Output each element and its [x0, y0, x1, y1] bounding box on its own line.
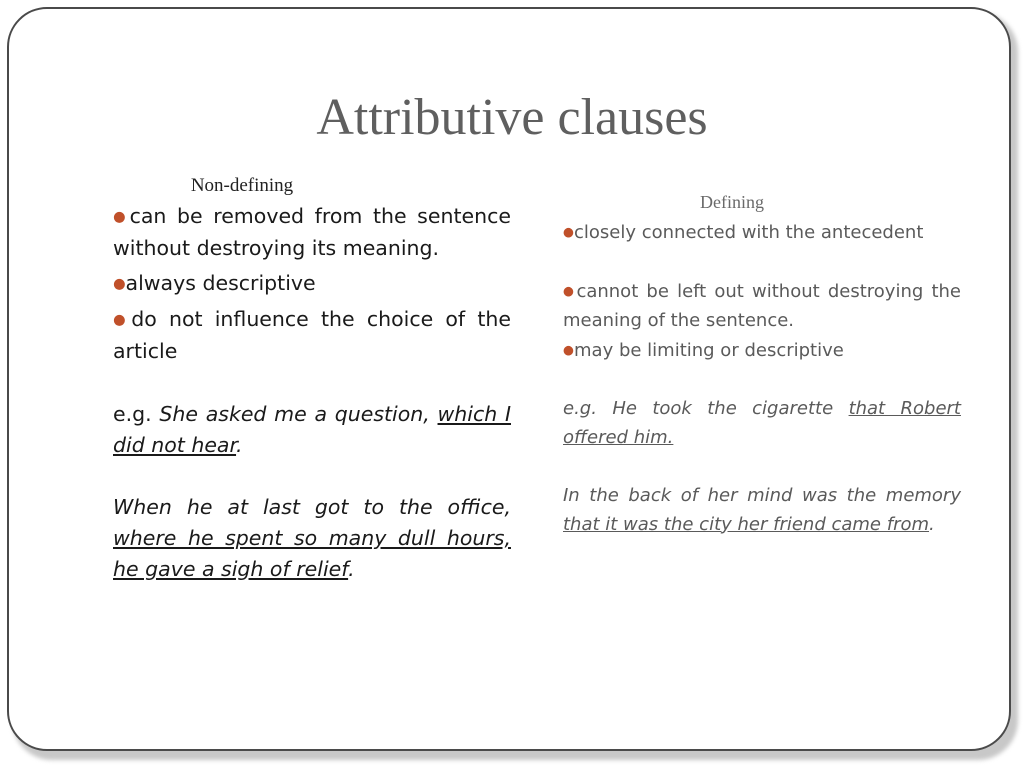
defining-bullet-2 [563, 276, 961, 335]
bullet-dot-icon: ● [563, 341, 574, 357]
bullet-dot-icon: ● [113, 208, 130, 225]
example-underlined-clause: that it was the city her friend came from [563, 513, 930, 535]
bullet-text: do not influence the choice of the article [113, 306, 511, 363]
example-text: e.g. He took the cigarette [563, 397, 849, 419]
defining-example-1 [563, 394, 961, 452]
defining-heading: Defining [700, 192, 764, 212]
spacer [563, 365, 961, 394]
non-defining-column [113, 170, 511, 585]
example-end: . [929, 513, 935, 535]
example-text: She asked me a question, [159, 401, 438, 426]
defining-bullet-1 [563, 217, 961, 247]
spacer [113, 371, 511, 399]
example-underlined-clause: where he spent so many dull hours, he gave a sigh of relief [113, 525, 511, 581]
spacer [563, 452, 961, 481]
non-defining-heading: Non-defining [190, 175, 294, 196]
defining-bullet-3 [563, 335, 961, 365]
bullet-dot-icon: ● [113, 311, 132, 328]
example-underlined-clause: which I did not hear [113, 401, 511, 457]
spacer [113, 461, 511, 492]
bullet-text: cannot be left out without destroying the meaning of the sentence. [563, 280, 961, 331]
non-defining-example-2 [113, 492, 511, 585]
non-defining-bullet-1 [113, 201, 511, 264]
example-prefix: e.g. [113, 401, 160, 426]
example-end: . [348, 556, 355, 581]
defining-column [563, 188, 961, 539]
example-end: . [236, 432, 243, 457]
non-defining-bullet-3 [113, 304, 511, 367]
spacer [563, 247, 961, 276]
bullet-dot-icon: ● [563, 224, 574, 239]
bullet-text: always descriptive [125, 270, 316, 295]
bullet-text: closely connected with the antecedent [574, 221, 924, 243]
bullet-text: may be limiting or descriptive [574, 339, 844, 361]
example-underlined-clause: that Robert offered him. [563, 397, 961, 448]
example-text: When he at last got to the office, [113, 494, 511, 519]
defining-example-2 [563, 481, 961, 539]
bullet-dot-icon: ● [113, 275, 126, 292]
non-defining-example-1 [113, 399, 511, 461]
bullet-dot-icon: ● [563, 282, 577, 298]
non-defining-bullet-2 [113, 268, 511, 300]
slide-title: Attributive clauses [316, 89, 708, 146]
bullet-text: can be removed from the sentence without destroying its meaning. [113, 204, 511, 260]
example-text: In the back of her mind was the memory [563, 484, 961, 506]
